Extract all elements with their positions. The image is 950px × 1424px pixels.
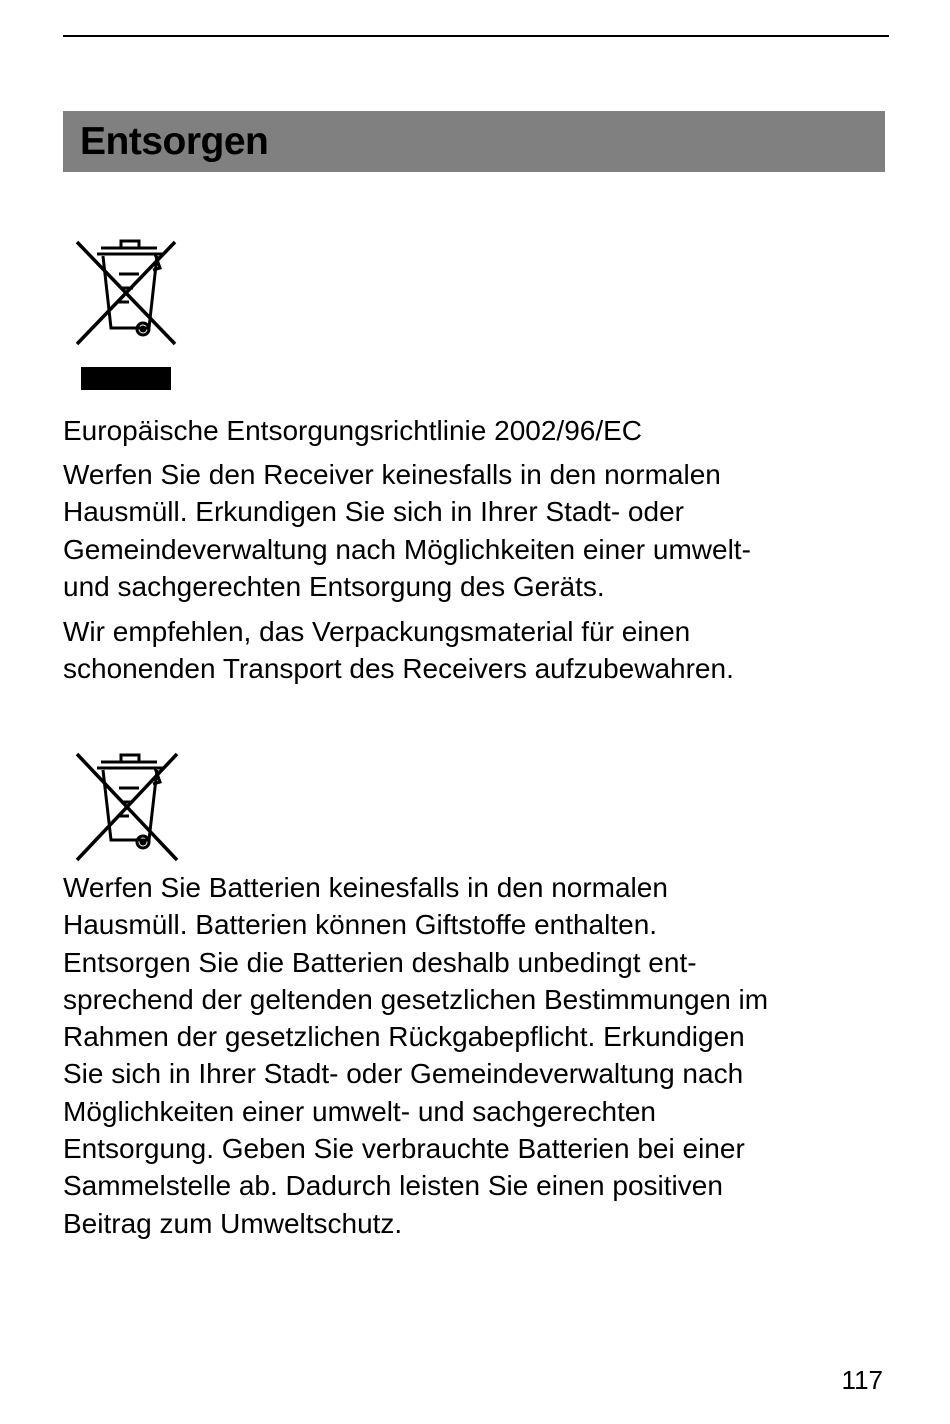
section-title: Entsorgen — [80, 119, 269, 163]
section-heading-bar — [63, 111, 885, 172]
receiver-disposal-paragraph: Werfen Sie den Receiver keinesfalls in den normalen Hausmüll. Erkundigen Sie sich in Ihrer Stadt- oder Gemeindeverwaltung nach Möglichkeiten einer umwelt- und sachgerechten Entsorgung des Geräts. — [63, 459, 751, 602]
crossed-out-wheelie-bin-icon — [63, 742, 191, 864]
battery-disposal-paragraph: Werfen Sie Batterien keinesfalls in den normalen Hausmüll. Batterien können Giftstoffe enthalten. Entsorgen Sie die Batterien deshalb unbedingt ent- sprechend der geltenden gesetzlichen Bestimmungen im Rahmen der gesetzlichen Rückgabepflicht. Erkundigen Sie sich in Ihrer Stadt- oder Gemeindeverwaltung nach Möglichkeiten einer umwelt- und sachgerechten Entsorgung. Geben Sie verbrauchte Batterien bei einer Sammelstelle ab. Dadurch leisten Sie einen positiven Beitrag zum Umweltschutz. — [63, 872, 769, 1239]
page-number: 117 — [841, 1365, 883, 1395]
top-rule — [63, 35, 889, 37]
packaging-paragraph: Wir empfehlen, das Verpackungsmaterial für einen schonenden Transport des Receivers aufzubewahren. — [63, 616, 734, 685]
crossed-out-wheelie-bin-icon — [63, 228, 191, 400]
directive-paragraph: Europäische Entsorgungsrichtlinie 2002/96/EC — [63, 415, 643, 446]
